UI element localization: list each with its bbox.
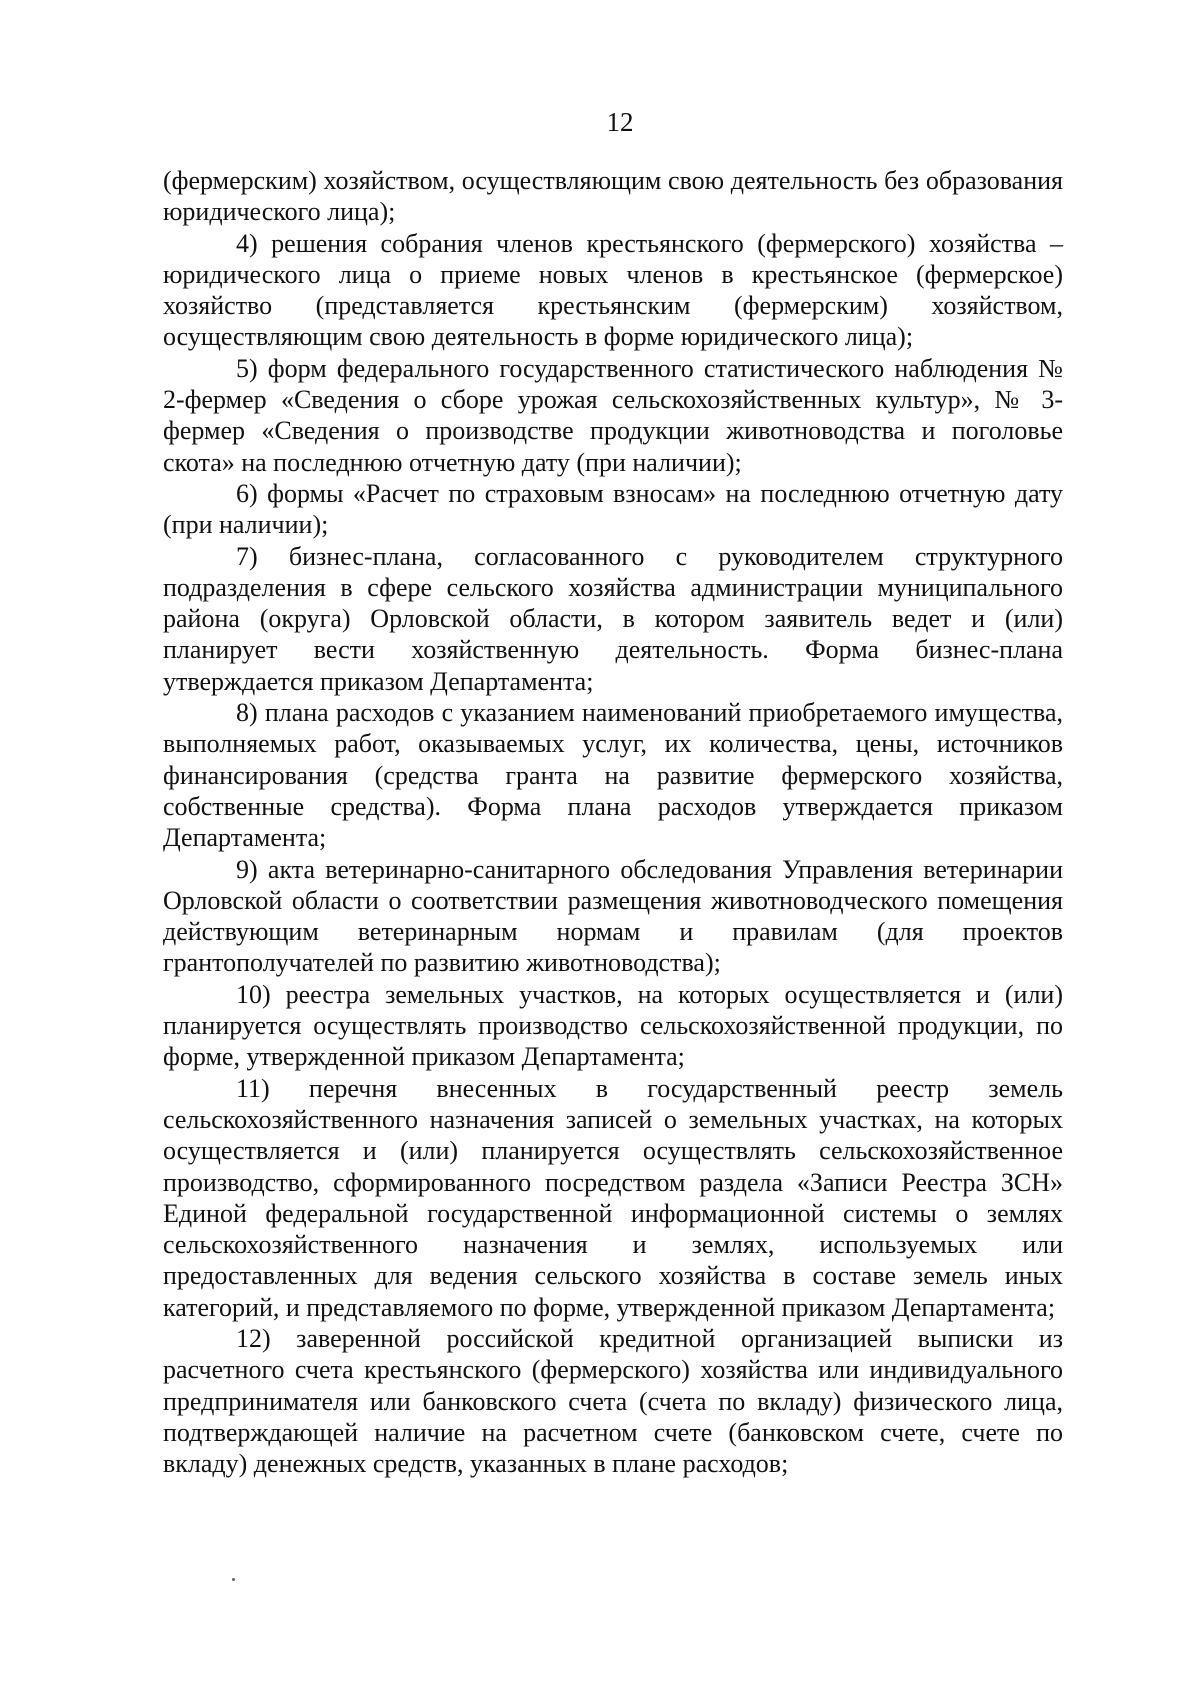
paragraph-item-12: 12) заверенной российской кредитной организацией выписки из расчетного счета крестьянского (фермерского) хозяйства или индивидуального предпринимателя или банковского счета (счета по вкладу) физического лица, подтверждающей наличие на расчетном счете (банковском счете, счете по вкладу) денежных средств, указанных в плане расходов;	[163, 1323, 1063, 1479]
page-number: 12	[606, 107, 634, 137]
paragraph-item-9: 9) акта ветеринарно-санитарного обследования Управления ветеринарии Орловской области о соответствии размещения животноводческого помещения действующим ветеринарным нормам и правилам (для проектов грантополучателей по развитию животноводства);	[163, 854, 1063, 978]
document-body	[163, 165, 1063, 1479]
paragraph-item-8: 8) плана расходов с указанием наименований приобретаемого имущества, выполняемых работ, оказываемых услуг, их количества, цены, источников финансирования (средства гранта на развитие фермерского хозяйства, собственные средства). Форма плана расходов утверждается приказом Департамента;	[163, 698, 1063, 853]
paragraph-item-4: 4) решения собрания членов крестьянского (фермерского) хозяйства – юридического лица о приеме новых членов в крестьянское (фермерское) хозяйство (представляется крестьянским (фермерским) хозяйством, осуществляющим свою деятельность в форме юридического лица);	[163, 228, 1063, 352]
paragraph-item-10: 10) реестра земельных участков, на которых осуществляется и (или) планируется осуществлять производство сельскохозяйственной продукции, по форме, утвержденной приказом Департамента;	[163, 979, 1063, 1072]
paragraph-item-6: 6) формы «Расчет по страховым взносам» на последнюю отчетную дату (при наличии);	[163, 478, 1063, 540]
paragraph-item-7: 7) бизнес-плана, согласованного с руководителем структурного подразделения в сфере сельского хозяйства администрации муниципального района (округа) Орловской области, в котором заявитель ведет и (или) планирует вести хозяйственную деятельность. Форма бизнес-плана утверждается приказом Департамента;	[163, 541, 1063, 696]
paragraph-item-5: 5) форм федерального государственного статистического наблюдения № 2-фермер «Сведения о сборе урожая сельскохозяйственных культур», № 3-фермер «Сведения о производстве продукции животноводства и поголовье скота» на последнюю отчетную дату (при наличии);	[163, 353, 1063, 477]
paragraph-continuation: (фермерским) хозяйством, осуществляющим свою деятельность без образования юридического лица);	[163, 166, 1063, 227]
paragraph-item-11: 11) перечня внесенных в государственный реестр земель сельскохозяйственного назначения записей о земельных участках, на которых осуществляется и (или) планируется осуществлять сельскохозяйственное производство, сформированного посредством раздела «Записи Реестра ЗСН» Единой федеральной государственной информационной системы о землях сельскохозяйственного назначения и землях, используемых или предоставленных для ведения сельского хозяйства в составе земель иных категорий, и представляемого по форме, утвержденной приказом Департамента;	[163, 1073, 1063, 1322]
scan-speck	[232, 1578, 235, 1581]
